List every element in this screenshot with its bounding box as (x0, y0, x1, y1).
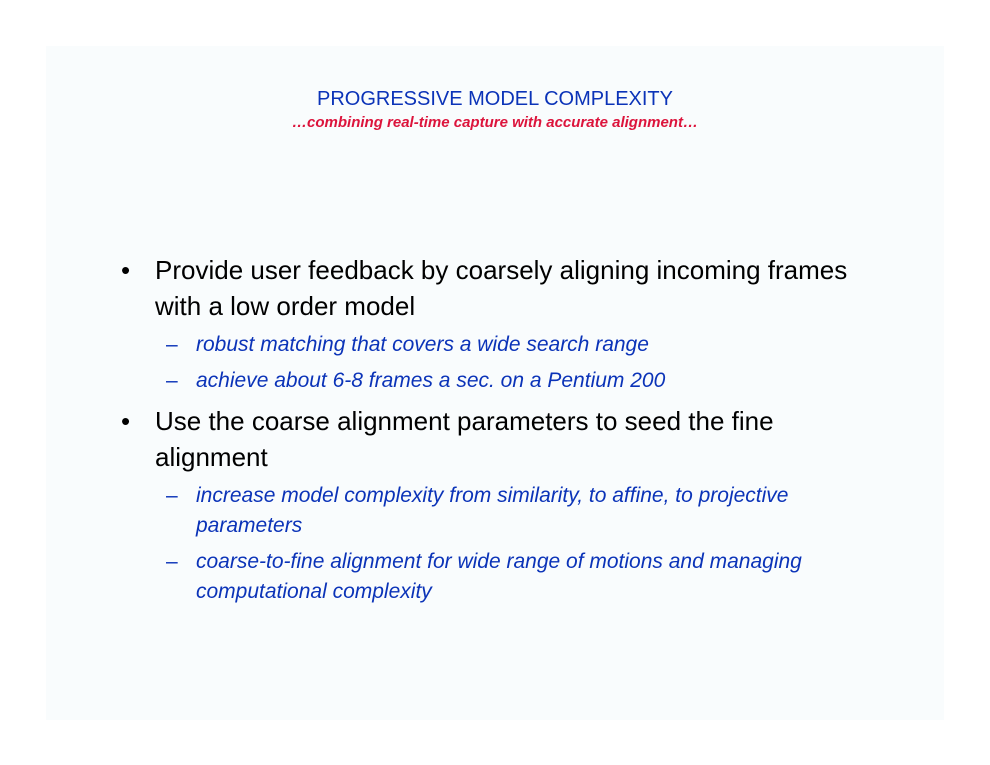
sub-bullet-marker: – (166, 550, 178, 573)
slide-title: PROGRESSIVE MODEL COMPLEXITY (316, 88, 673, 110)
sub-bullet-text: coarse-to-fine alignment for wide range of motions and managing computational complexity (196, 550, 802, 603)
sub-bullet-text: achieve about 6-8 frames a sec. on a Pentium 200 (196, 369, 666, 392)
bullet-marker: • (121, 406, 131, 436)
slide (46, 46, 944, 720)
slide-subtitle: …combining real-time capture with accurate alignment… (292, 114, 698, 131)
sub-bullet-marker: – (166, 484, 178, 507)
sub-bullet-marker: – (166, 369, 178, 392)
sub-bullet-text: robust matching that covers a wide search range (196, 333, 649, 356)
bullet-list (46, 46, 944, 720)
bullet-text: Provide user feedback by coarsely aligning incoming frames with a low order model (155, 255, 848, 321)
bullet-text: Use the coarse alignment parameters to seed the fine alignment (155, 406, 774, 472)
sub-bullet-text: increase model complexity from similarity, to affine, to projective parameters (196, 484, 789, 537)
sub-bullet-marker: – (166, 333, 178, 356)
bullet-marker: • (121, 255, 131, 285)
